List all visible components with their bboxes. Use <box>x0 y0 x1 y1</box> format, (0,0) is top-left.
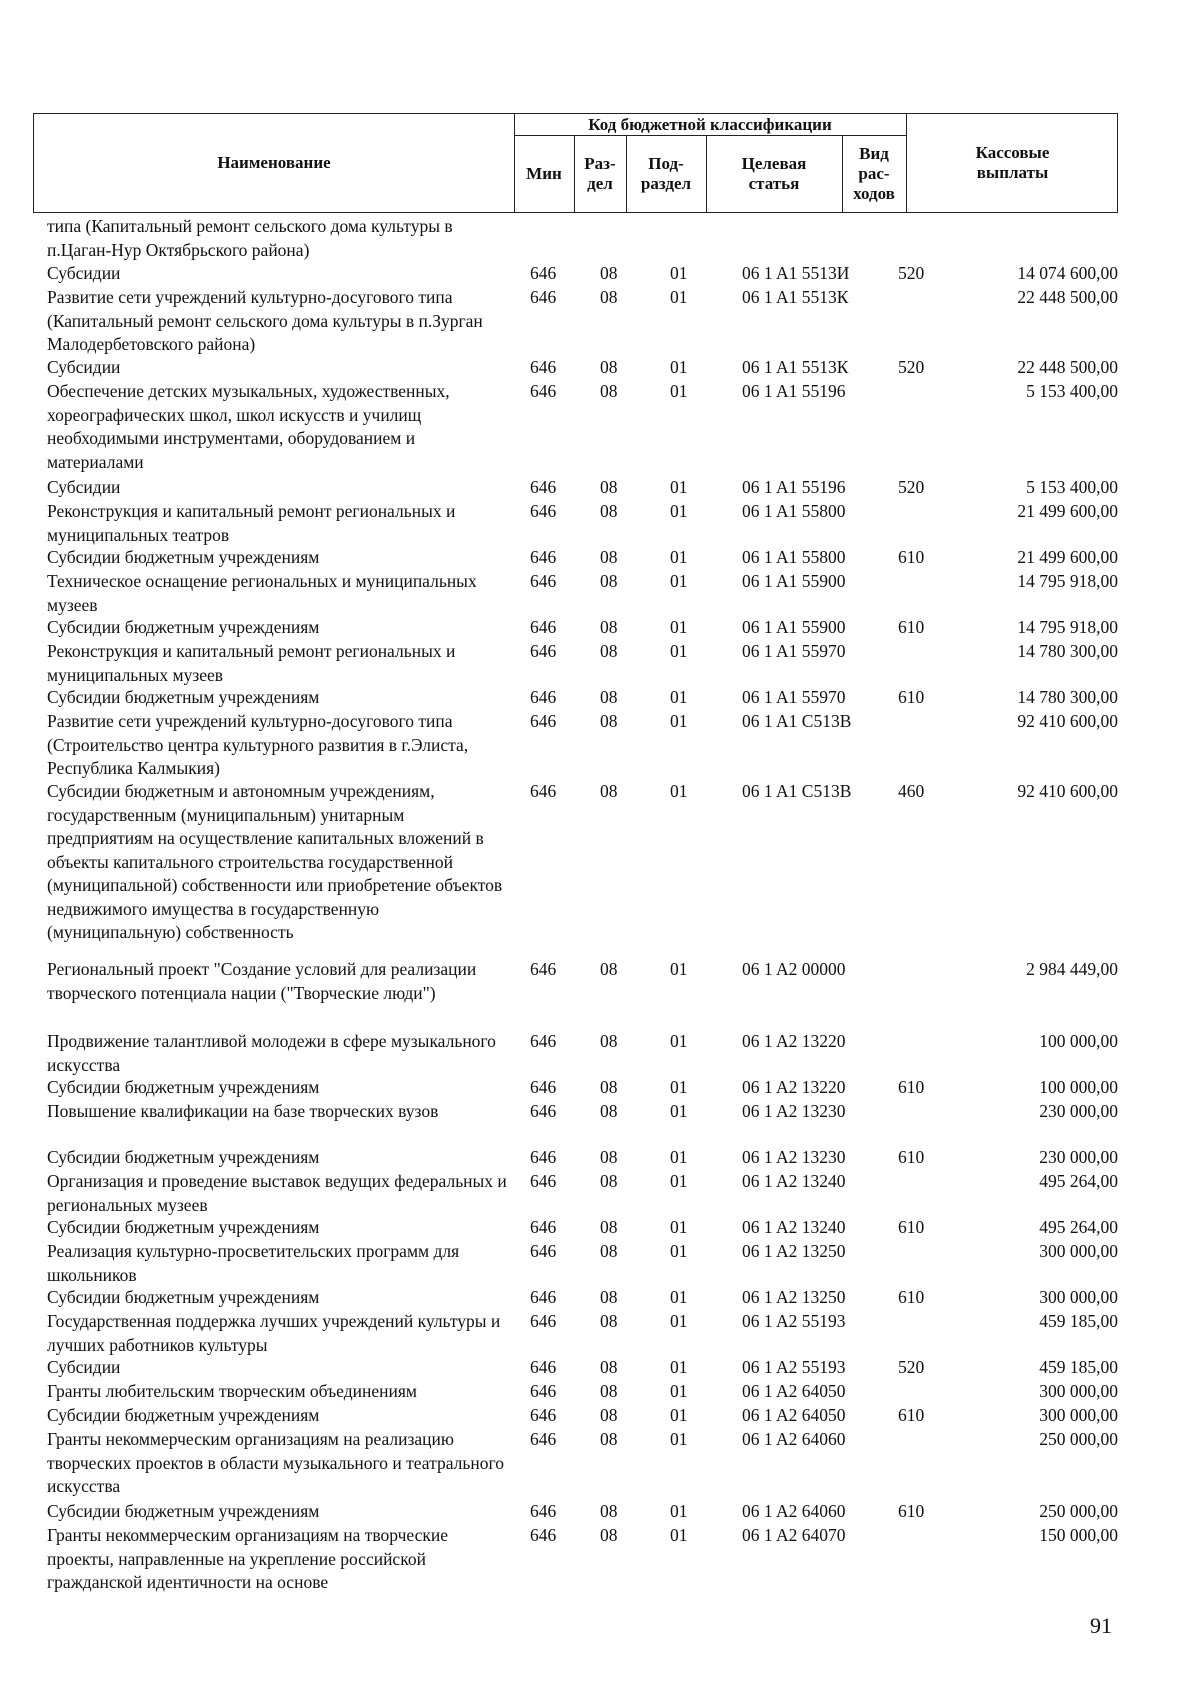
row-razdel: 08 <box>600 1171 618 1191</box>
row-kassa: 459 185,00 <box>1039 1357 1118 1377</box>
row-razdel: 08 <box>600 1031 618 1051</box>
row-razdel: 08 <box>600 357 618 377</box>
row-name: Региональный проект "Создание условий для реализации творческого потенциала нации ("Творческие люди") <box>47 959 477 1003</box>
row-podrazdel: 01 <box>670 1357 688 1377</box>
row-celevaya: 06 1 A2 64070 <box>742 1525 846 1545</box>
row-name: Организация и проведение выставок ведущих федеральных и региональных музеев <box>47 1171 507 1215</box>
row-name: Субсидии бюджетным учреждениям <box>47 1147 320 1167</box>
row-celevaya: 06 1 A2 13230 <box>742 1101 846 1121</box>
row-vid: 610 <box>898 1147 925 1167</box>
row-name: Субсидии бюджетным учреждениям <box>47 1287 320 1307</box>
row-razdel: 08 <box>600 1217 618 1237</box>
row-min: 646 <box>530 1241 557 1261</box>
row-razdel: 08 <box>600 1357 618 1377</box>
row-min: 646 <box>530 263 557 283</box>
row-kassa: 22 448 500,00 <box>1017 287 1118 307</box>
row-razdel: 08 <box>600 1287 618 1307</box>
row-min: 646 <box>530 1217 557 1237</box>
row-min: 646 <box>530 781 557 801</box>
row-name: Техническое оснащение региональных и муниципальных музеев <box>47 571 477 615</box>
row-kassa: 92 410 600,00 <box>1017 711 1118 731</box>
row-podrazdel: 01 <box>670 477 688 497</box>
row-podrazdel: 01 <box>670 687 688 707</box>
page-number: 91 <box>1090 1613 1112 1638</box>
row-name: Реконструкция и капитальный ремонт региональных и муниципальных музеев <box>47 641 456 685</box>
row-razdel: 08 <box>600 287 618 307</box>
row-kassa: 14 780 300,00 <box>1017 641 1118 661</box>
row-podrazdel: 01 <box>670 1405 688 1425</box>
row-podrazdel: 01 <box>670 1381 688 1401</box>
row-kassa: 250 000,00 <box>1039 1429 1118 1449</box>
row-celevaya: 06 1 A1 55970 <box>742 641 846 661</box>
row-celevaya: 06 1 A2 55193 <box>742 1357 846 1377</box>
row-vid: 610 <box>898 1287 925 1307</box>
row-vid: 520 <box>898 1357 925 1377</box>
row-name: Реконструкция и капитальный ремонт региональных и муниципальных театров <box>47 501 456 545</box>
row-celevaya: 06 1 A1 C513B <box>742 711 852 731</box>
row-vid: 520 <box>898 477 925 497</box>
row-vid: 610 <box>898 1501 925 1521</box>
row-razdel: 08 <box>600 1429 618 1449</box>
row-podrazdel: 01 <box>670 617 688 637</box>
row-razdel: 08 <box>600 1147 618 1167</box>
header-celevaya: Целевая статья <box>741 154 807 193</box>
row-razdel: 08 <box>600 711 618 731</box>
row-celevaya: 06 1 A1 5513К <box>742 357 849 377</box>
row-podrazdel: 01 <box>670 1287 688 1307</box>
row-podrazdel: 01 <box>670 357 688 377</box>
row-name: типа (Капитальный ремонт сельского дома культуры в п.Цаган-Нур Октябрьского района) <box>47 216 453 260</box>
row-razdel: 08 <box>600 1311 618 1331</box>
row-vid: 520 <box>898 357 925 377</box>
row-kassa: 14 780 300,00 <box>1017 687 1118 707</box>
row-celevaya: 06 1 A2 64060 <box>742 1429 846 1449</box>
row-kassa: 21 499 600,00 <box>1017 547 1118 567</box>
row-celevaya: 06 1 A2 13230 <box>742 1147 846 1167</box>
row-min: 646 <box>530 1031 557 1051</box>
row-razdel: 08 <box>600 1501 618 1521</box>
row-celevaya: 06 1 A1 55970 <box>742 687 846 707</box>
row-celevaya: 06 1 A2 64060 <box>742 1501 846 1521</box>
row-kassa: 250 000,00 <box>1039 1501 1118 1521</box>
row-celevaya: 06 1 A1 55900 <box>742 571 846 591</box>
row-name: Развитие сети учреждений культурно-досугового типа (Строительство центра культурного развития в г.Элиста, Республика Калмыкия) <box>47 711 469 778</box>
row-min: 646 <box>530 1101 557 1121</box>
row-name: Субсидии бюджетным и автономным учреждениям, государственным (муниципальным) унитарным предприятиям на осуществление капитальных вложений в объекты капитального строительства государственной (муниципальной) собственности или приобретение объектов недвижимого имущества в государственную (муниципальную) собственность <box>47 781 503 942</box>
row-razdel: 08 <box>600 381 618 401</box>
row-name: Повышение квалификации на базе творческих вузов <box>47 1101 439 1121</box>
row-celevaya: 06 1 A2 13240 <box>742 1217 846 1237</box>
row-celevaya: 06 1 A2 13250 <box>742 1241 846 1261</box>
row-kassa: 100 000,00 <box>1039 1031 1118 1051</box>
row-kassa: 495 264,00 <box>1039 1217 1118 1237</box>
row-celevaya: 06 1 A2 64050 <box>742 1381 846 1401</box>
header-vid: Вид рас- ходов <box>853 144 895 203</box>
row-podrazdel: 01 <box>670 381 688 401</box>
row-vid: 610 <box>898 1077 925 1097</box>
row-celevaya: 06 1 A1 55800 <box>742 501 846 521</box>
row-name: Государственная поддержка лучших учреждений культуры и лучших работников культуры <box>47 1311 501 1355</box>
row-podrazdel: 01 <box>670 571 688 591</box>
row-min: 646 <box>530 1287 557 1307</box>
row-min: 646 <box>530 501 557 521</box>
row-min: 646 <box>530 711 557 731</box>
row-min: 646 <box>530 641 557 661</box>
row-min: 646 <box>530 1525 557 1545</box>
row-podrazdel: 01 <box>670 1429 688 1449</box>
row-razdel: 08 <box>600 1525 618 1545</box>
row-name: Субсидии бюджетным учреждениям <box>47 1217 320 1237</box>
row-kassa: 5 153 400,00 <box>1026 477 1118 497</box>
row-celevaya: 06 1 A1 5513И <box>742 263 850 283</box>
row-podrazdel: 01 <box>670 501 688 521</box>
row-name: Субсидии бюджетным учреждениям <box>47 1077 320 1097</box>
row-podrazdel: 01 <box>670 1101 688 1121</box>
row-min: 646 <box>530 547 557 567</box>
row-min: 646 <box>530 1147 557 1167</box>
row-vid: 610 <box>898 1405 925 1425</box>
row-razdel: 08 <box>600 547 618 567</box>
row-vid: 610 <box>898 687 925 707</box>
row-name: Гранты некоммерческим организациям на реализацию творческих проектов в области музыкального и театрального искусства <box>47 1429 504 1496</box>
row-name: Продвижение талантливой молодежи в сфере музыкального искусства <box>47 1031 496 1075</box>
row-kassa: 14 074 600,00 <box>1017 263 1118 283</box>
row-kassa: 21 499 600,00 <box>1017 501 1118 521</box>
row-vid: 610 <box>898 547 925 567</box>
row-razdel: 08 <box>600 263 618 283</box>
row-celevaya: 06 1 A2 00000 <box>742 959 846 979</box>
row-kassa: 100 000,00 <box>1039 1077 1118 1097</box>
row-kassa: 495 264,00 <box>1039 1171 1118 1191</box>
table-header <box>33 113 1118 213</box>
row-name: Субсидии <box>47 477 121 497</box>
row-celevaya: 06 1 A1 5513К <box>742 287 849 307</box>
row-podrazdel: 01 <box>670 1311 688 1331</box>
row-min: 646 <box>530 477 557 497</box>
header-code-group: Код бюджетной классификации <box>588 115 832 134</box>
row-min: 646 <box>530 357 557 377</box>
row-name: Гранты любительским творческим объединениям <box>47 1381 417 1401</box>
row-celevaya: 06 1 A2 64050 <box>742 1405 846 1425</box>
row-kassa: 459 185,00 <box>1039 1311 1118 1331</box>
row-kassa: 230 000,00 <box>1039 1147 1118 1167</box>
row-celevaya: 06 1 A2 13240 <box>742 1171 846 1191</box>
row-celevaya: 06 1 A2 13250 <box>742 1287 846 1307</box>
row-podrazdel: 01 <box>670 641 688 661</box>
row-kassa: 22 448 500,00 <box>1017 357 1118 377</box>
row-razdel: 08 <box>600 1241 618 1261</box>
row-celevaya: 06 1 A2 13220 <box>742 1031 846 1051</box>
row-kassa: 14 795 918,00 <box>1017 617 1118 637</box>
row-kassa: 92 410 600,00 <box>1017 781 1118 801</box>
row-name: Субсидии <box>47 263 121 283</box>
row-min: 646 <box>530 959 557 979</box>
row-celevaya: 06 1 A1 55900 <box>742 617 846 637</box>
row-podrazdel: 01 <box>670 1171 688 1191</box>
row-vid: 520 <box>898 263 925 283</box>
row-vid: 610 <box>898 1217 925 1237</box>
row-podrazdel: 01 <box>670 1217 688 1237</box>
row-name: Субсидии <box>47 1357 121 1377</box>
row-kassa: 150 000,00 <box>1039 1525 1118 1545</box>
row-razdel: 08 <box>600 477 618 497</box>
row-celevaya: 06 1 A2 55193 <box>742 1311 846 1331</box>
header-podrazdel: Под- раздел <box>640 154 692 193</box>
row-razdel: 08 <box>600 501 618 521</box>
row-vid: 610 <box>898 617 925 637</box>
row-razdel: 08 <box>600 687 618 707</box>
header-name: Наименование <box>217 153 331 172</box>
row-name: Обеспечение детских музыкальных, художественных, хореографических школ, школ искусств и училищ необходимыми инструментами, оборудованием и материалами <box>47 381 450 472</box>
row-celevaya: 06 1 A1 55196 <box>742 381 846 401</box>
row-podrazdel: 01 <box>670 1077 688 1097</box>
row-min: 646 <box>530 287 557 307</box>
row-razdel: 08 <box>600 959 618 979</box>
header-min: Мин <box>526 164 562 183</box>
row-min: 646 <box>530 571 557 591</box>
row-name: Реализация культурно-просветительских программ для школьников <box>47 1241 460 1285</box>
row-min: 646 <box>530 1429 557 1449</box>
row-min: 646 <box>530 381 557 401</box>
row-min: 646 <box>530 687 557 707</box>
row-kassa: 300 000,00 <box>1039 1241 1118 1261</box>
row-celevaya: 06 1 A1 55196 <box>742 477 846 497</box>
row-kassa: 230 000,00 <box>1039 1101 1118 1121</box>
row-razdel: 08 <box>600 571 618 591</box>
row-min: 646 <box>530 1171 557 1191</box>
row-min: 646 <box>530 617 557 637</box>
row-name: Субсидии бюджетным учреждениям <box>47 1405 320 1425</box>
row-name: Субсидии бюджетным учреждениям <box>47 617 320 637</box>
row-name: Гранты некоммерческим организациям на творческие проекты, направленные на укрепление российской гражданской идентичности на основе <box>47 1525 449 1592</box>
row-vid: 460 <box>898 781 925 801</box>
row-kassa: 5 153 400,00 <box>1026 381 1118 401</box>
row-name: Субсидии бюджетным учреждениям <box>47 547 320 567</box>
row-min: 646 <box>530 1077 557 1097</box>
row-kassa: 300 000,00 <box>1039 1381 1118 1401</box>
row-podrazdel: 01 <box>670 1031 688 1051</box>
row-razdel: 08 <box>600 1405 618 1425</box>
row-celevaya: 06 1 A1 55800 <box>742 547 846 567</box>
row-min: 646 <box>530 1357 557 1377</box>
header-kassa: Кассовые выплаты <box>975 143 1050 182</box>
row-podrazdel: 01 <box>670 959 688 979</box>
row-podrazdel: 01 <box>670 547 688 567</box>
row-podrazdel: 01 <box>670 1147 688 1167</box>
row-name: Субсидии бюджетным учреждениям <box>47 687 320 707</box>
row-podrazdel: 01 <box>670 711 688 731</box>
row-podrazdel: 01 <box>670 1525 688 1545</box>
row-name: Субсидии <box>47 357 121 377</box>
row-min: 646 <box>530 1381 557 1401</box>
row-kassa: 2 984 449,00 <box>1026 959 1118 979</box>
row-podrazdel: 01 <box>670 1241 688 1261</box>
row-kassa: 300 000,00 <box>1039 1405 1118 1425</box>
row-razdel: 08 <box>600 617 618 637</box>
row-podrazdel: 01 <box>670 287 688 307</box>
row-razdel: 08 <box>600 781 618 801</box>
row-razdel: 08 <box>600 1077 618 1097</box>
row-min: 646 <box>530 1405 557 1425</box>
row-kassa: 300 000,00 <box>1039 1287 1118 1307</box>
row-podrazdel: 01 <box>670 1501 688 1521</box>
row-podrazdel: 01 <box>670 263 688 283</box>
row-celevaya: 06 1 A1 C513B <box>742 781 852 801</box>
row-podrazdel: 01 <box>670 781 688 801</box>
row-name: Субсидии бюджетным учреждениям <box>47 1501 320 1521</box>
row-name: Развитие сети учреждений культурно-досугового типа (Капитальный ремонт сельского дома культуры в п.Зурган Малодербетовского района) <box>47 287 483 354</box>
row-min: 646 <box>530 1311 557 1331</box>
row-razdel: 08 <box>600 641 618 661</box>
row-celevaya: 06 1 A2 13220 <box>742 1077 846 1097</box>
header-razdel: Раз- дел <box>584 154 616 193</box>
row-min: 646 <box>530 1501 557 1521</box>
row-razdel: 08 <box>600 1381 618 1401</box>
row-kassa: 14 795 918,00 <box>1017 571 1118 591</box>
row-razdel: 08 <box>600 1101 618 1121</box>
